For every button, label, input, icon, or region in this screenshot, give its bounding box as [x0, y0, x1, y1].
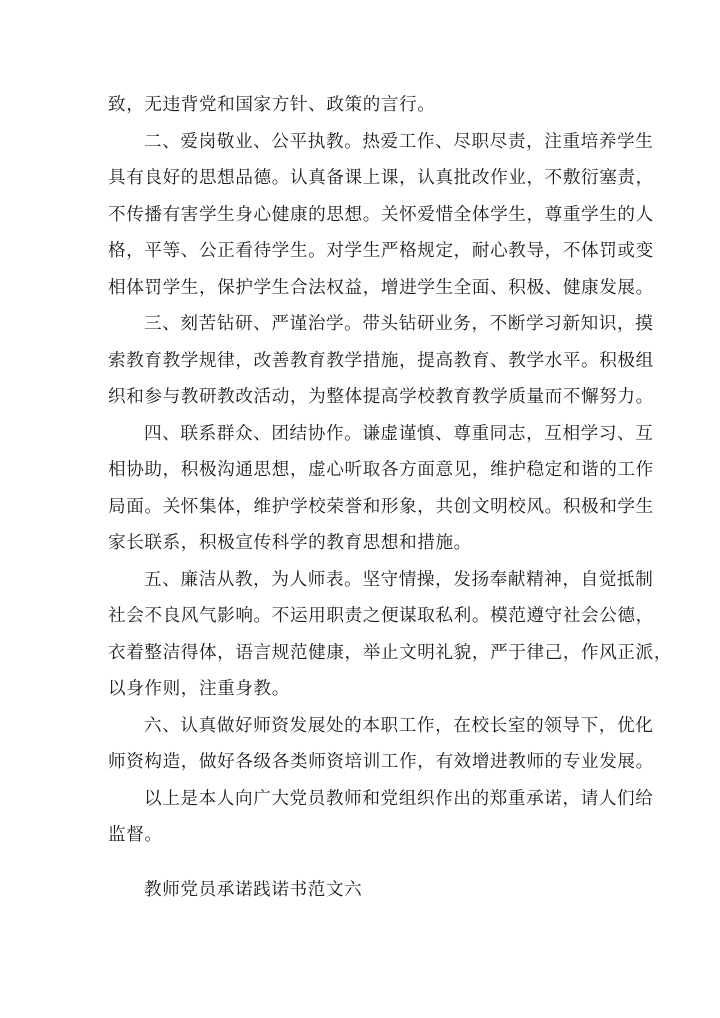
paragraph-line: 五、廉洁从教，为人师表。坚守情操，发扬奉献精神，自觉抵制: [144, 569, 654, 590]
paragraph-line: 局面。关怀集体，维护学校荣誉和形象，共创文明校风。积极和学生: [108, 496, 654, 517]
paragraph-line: 织和参与教研教改活动，为整体提高学校教育教学质量而不懈努力。: [108, 387, 654, 407]
paragraph-line: 相体罚学生，保护学生合法权益，增进学生全面、积极、健康发展。: [108, 277, 654, 298]
paragraph-line: 家长联系，积极宣传科学的教育思想和措施。: [108, 533, 472, 553]
section-heading: 教师党员承诺践诺书范文六: [144, 879, 363, 900]
paragraph-line: 社会不良风气影响。不运用职责之便谋取私利。模范遵守社会公德，: [108, 606, 654, 626]
paragraph-line: 六、认真做好师资发展处的本职工作，在校长室的领导下，优化: [144, 715, 654, 736]
paragraph-line: 以上是本人向广大党员教师和党组织作出的郑重承诺，请人们给: [144, 788, 654, 809]
paragraph-line: 衣着整洁得体，语言规范健康，举止文明礼貌，严于律己，作风正派，: [108, 642, 673, 663]
paragraph-line: 索教育教学规律，改善教育教学措施，提高教育、教学水平。积极组: [108, 350, 654, 371]
paragraph-line: 四、联系群众、团结协作。谦虚谨慎、尊重同志，互相学习、互: [144, 423, 654, 444]
paragraph-line: 相协助，积极沟通思想，虚心听取各方面意见，维护稳定和谐的工作: [108, 460, 654, 480]
paragraph-line: 师资构造，做好各级各类师资培训工作，有效增进教师的专业发展。: [108, 752, 654, 772]
document-body: [108, 87, 673, 908]
paragraph-line: 二、爱岗敬业、公平执教。热爱工作、尽职尽责，注重培养学生: [144, 131, 654, 152]
paragraph-line: 三、刻苦钻研、严谨治学。带头钻研业务，不断学习新知识，摸: [144, 314, 654, 334]
paragraph-line: 具有良好的思想品德。认真备课上课，认真批改作业，不敷衍塞责，: [108, 168, 654, 188]
paragraph-line: 不传播有害学生身心健康的思想。关怀爱惜全体学生，尊重学生的人: [108, 204, 654, 225]
paragraph-line: 监督。: [108, 825, 163, 845]
paragraph-line: 格，平等、公正看待学生。对学生严格规定，耐心教导，不体罚或变: [108, 241, 654, 261]
paragraph-line: 以身作则，注重身教。: [108, 679, 290, 699]
paragraph-line: 致，无违背党和国家方针、政策的言行。: [108, 95, 436, 115]
